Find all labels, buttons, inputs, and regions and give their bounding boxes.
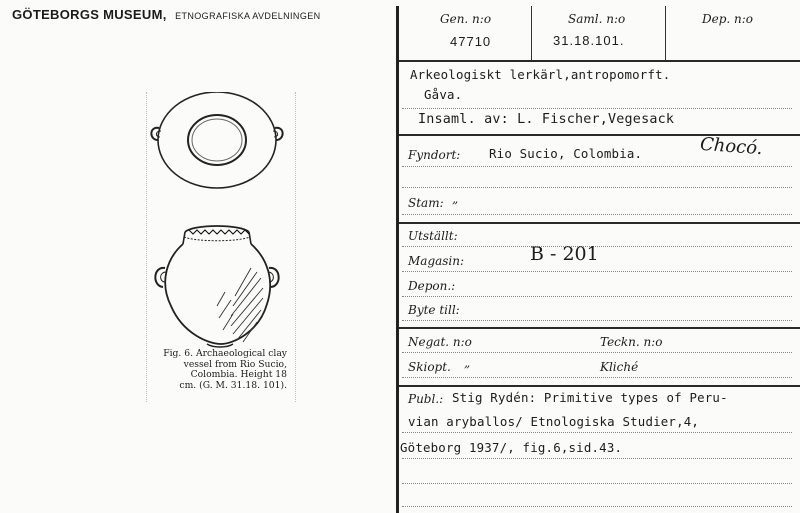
dotted-rule — [402, 432, 792, 433]
dotted-rule — [402, 166, 792, 167]
kliche-label: Kliché — [600, 360, 639, 374]
museum-name: GÖTEBORGS MUSEUM, — [12, 7, 167, 22]
caption-line: cm. (G. M. 31.18. 101). — [179, 379, 287, 391]
collector-line: Insaml. av: L. Fischer,Vegesack — [418, 112, 675, 127]
magasin-label: Magasin: — [408, 254, 465, 268]
skiopt-label: Skiopt. — [408, 360, 451, 374]
saml-no-label: Saml. n:o — [568, 12, 626, 26]
teckn-label: Teckn. n:o — [600, 335, 663, 349]
header-divider — [531, 6, 532, 60]
fyndort-value: Rio Sucio, Colombia. — [489, 146, 643, 161]
stam-ditto-mark: „ — [452, 192, 459, 206]
utstallt-label: Utställt: — [408, 229, 458, 243]
publ-label: Publ.: — [408, 392, 444, 406]
gen-no-label: Gen. n:o — [440, 12, 492, 26]
figure-clipping — [146, 92, 296, 402]
depon-label: Depon.: — [408, 279, 456, 293]
dotted-rule — [402, 108, 792, 109]
dotted-rule — [402, 377, 792, 378]
vessel-top-view — [151, 92, 282, 188]
figure-caption — [147, 349, 287, 391]
department-name: ETNOGRAFISKA AVDELNINGEN — [175, 11, 321, 21]
caption-line: Colombia. Height 18 — [190, 369, 287, 381]
rule — [399, 327, 800, 329]
dotted-rule — [402, 296, 792, 297]
saml-no-value: 31.18.101. — [553, 33, 625, 48]
dotted-rule — [402, 271, 792, 272]
rule — [399, 222, 800, 224]
publ-line-2: vian aryballos/ Etnologiska Studier,4, — [408, 414, 700, 429]
publ-line-1: Stig Rydén: Primitive types of Peru- — [452, 390, 728, 405]
dotted-rule — [402, 352, 792, 353]
gen-no-value: 47710 — [450, 34, 492, 49]
dotted-rule — [402, 320, 792, 321]
dotted-rule — [402, 506, 792, 507]
rule — [399, 385, 800, 387]
magasin-handwritten: B - 201 — [530, 243, 599, 265]
fyndort-label: Fyndort: — [408, 148, 461, 162]
stam-label: Stam: — [408, 196, 444, 210]
dep-no-label: Dep. n:o — [702, 12, 754, 26]
dotted-rule — [402, 458, 792, 459]
museum-header — [12, 6, 321, 24]
caption-line: vessel from Rio Sucio, — [183, 358, 287, 370]
card-left-border — [396, 6, 399, 513]
header-divider — [665, 6, 666, 60]
description-line-1: Arkeologiskt lerkärl,antropomorft. — [410, 67, 671, 82]
dotted-rule — [402, 214, 792, 215]
publ-line-3: Göteborg 1937/, fig.6,sid.43. — [400, 440, 623, 455]
dotted-rule — [402, 187, 792, 188]
skiopt-ditto-mark: „ — [464, 356, 471, 370]
fyndort-handwritten: Chocó. — [699, 133, 764, 160]
vessel-side-view — [155, 226, 278, 347]
description-line-2: Gåva. — [424, 87, 463, 102]
dotted-rule — [402, 483, 792, 484]
negat-label: Negat. n:o — [408, 335, 472, 349]
caption-line: Fig. 6. Archaeological clay — [163, 348, 287, 359]
rule — [399, 60, 800, 62]
byte-till-label: Byte till: — [408, 303, 460, 317]
catalog-card — [396, 6, 800, 513]
